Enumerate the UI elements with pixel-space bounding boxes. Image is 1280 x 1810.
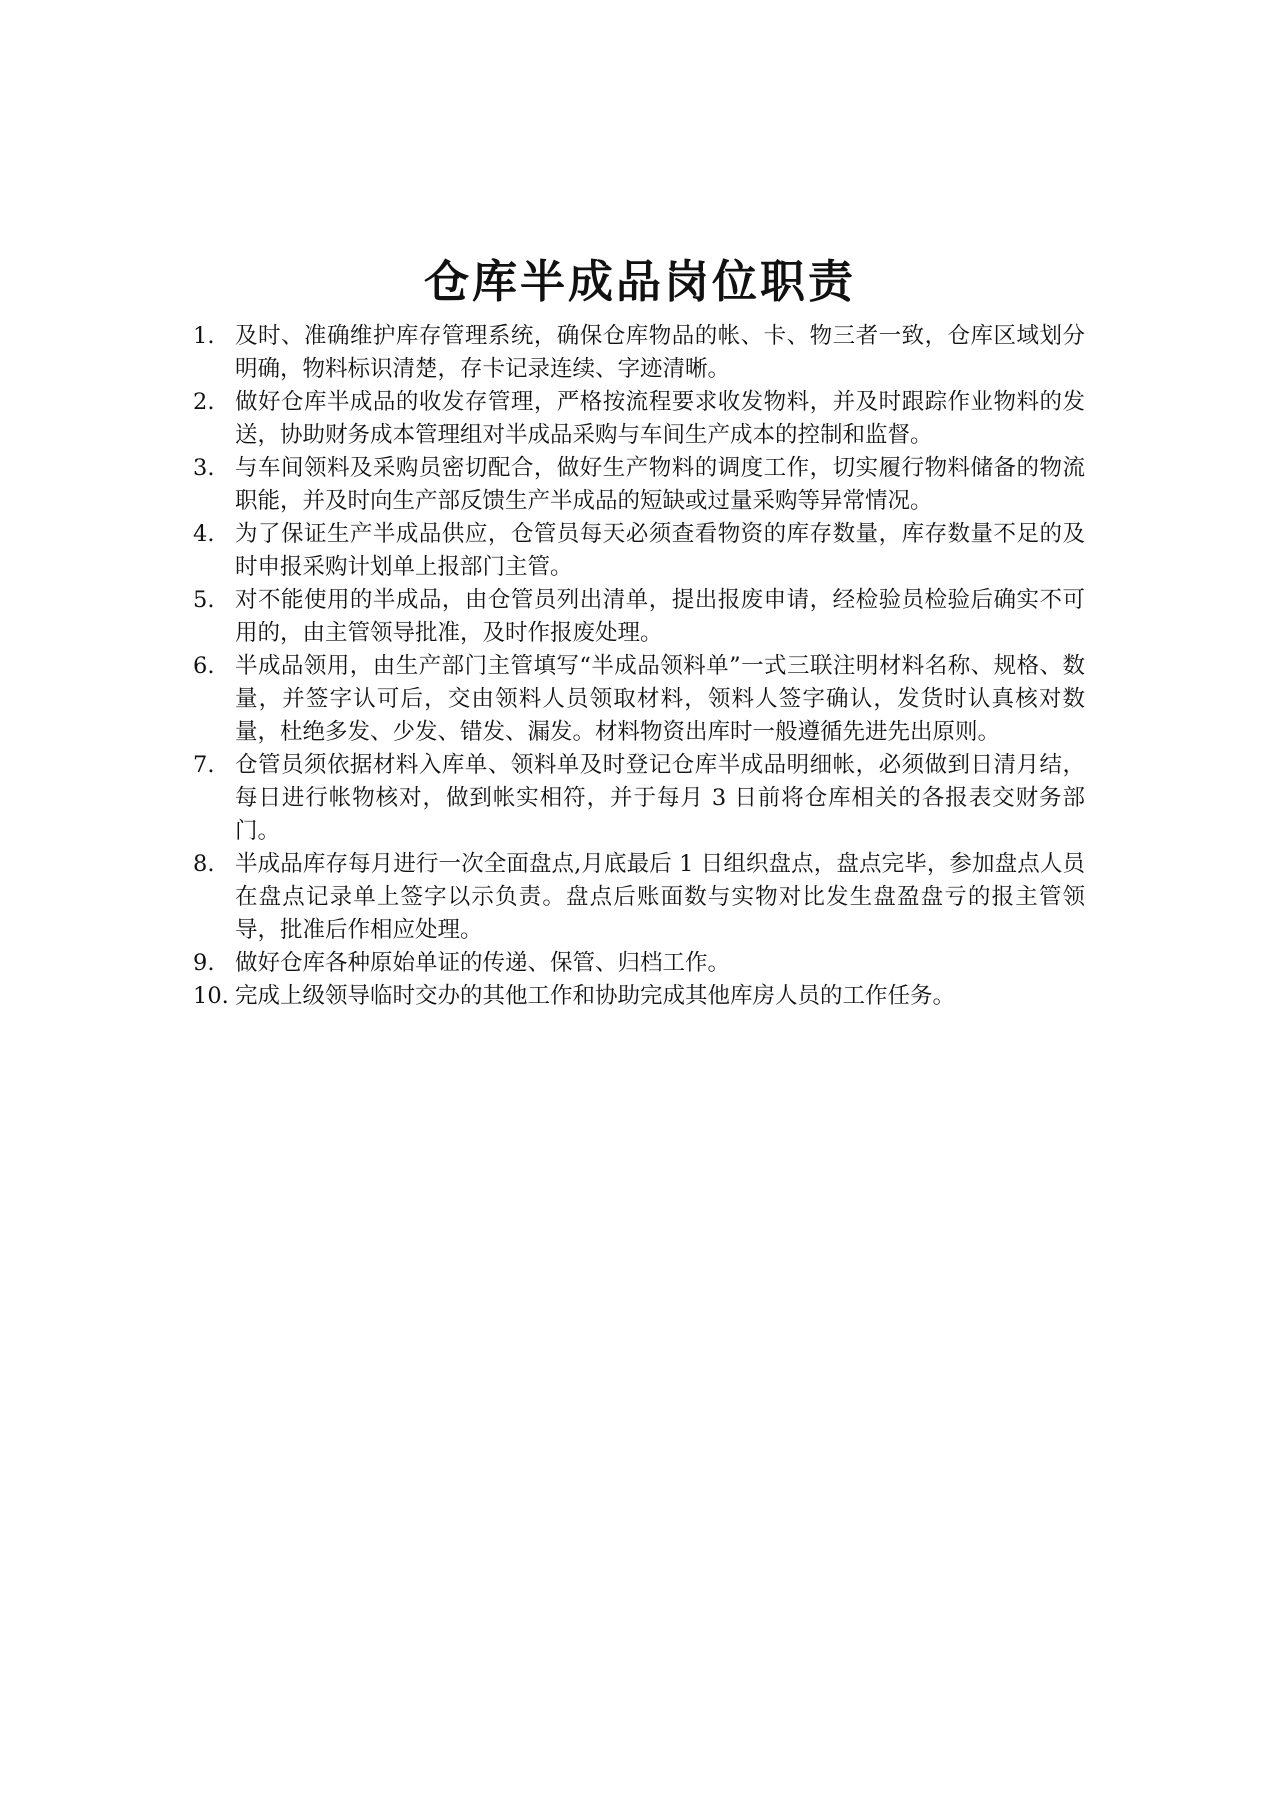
duty-item-10 — [193, 980, 1085, 1013]
duty-item-3 — [193, 452, 1085, 518]
item-number: 3. — [193, 455, 215, 481]
duty-item-2 — [193, 386, 1085, 452]
duty-item-7 — [193, 749, 1085, 848]
item-number: 9. — [193, 950, 215, 976]
item-text: 对不能使用的半成品，由仓管员列出清单，提出报废申请，经检验员检验后确实不可用的，由主管领导批准，及时作报废处理。 — [235, 587, 1085, 646]
duty-item-5 — [193, 584, 1085, 650]
item-text: 完成上级领导临时交办的其他工作和协助完成其他库房人员的工作任务。 — [235, 983, 956, 1009]
duty-item-8 — [193, 848, 1085, 947]
item-number: 2. — [193, 389, 215, 415]
item-text: 与车间领料及采购员密切配合，做好生产物料的调度工作，切实履行物料储备的物流职能，并及时向生产部反馈生产半成品的短缺或过量采购等异常情况。 — [235, 455, 1085, 514]
duty-item-4 — [193, 518, 1085, 584]
item-text: 半成品领用，由生产部门主管填写“半成品领料单”一式三联注明材料名称、规格、数量，并签字认可后，交由领料人员领取材料，领料人签字确认，发货时认真核对数量，杜绝多发、少发、错发、漏发。材料物资出库时一般遵循先进先出原则。 — [235, 653, 1085, 745]
item-text: 及时、准确维护库存管理系统，确保仓库物品的帐、卡、物三者一致，仓库区域划分明确，物料标识清楚，存卡记录连续、字迹清晰。 — [235, 323, 1085, 382]
item-number: 5. — [193, 587, 215, 613]
item-number: 7. — [193, 752, 215, 778]
item-text: 为了保证生产半成品供应，仓管员每天必须查看物资的库存数量，库存数量不足的及时申报采购计划单上报部门主管。 — [235, 521, 1085, 580]
duty-item-1 — [193, 320, 1085, 386]
duty-item-9 — [193, 947, 1085, 980]
item-number: 10. — [193, 983, 229, 1009]
item-text: 仓管员须依据材料入库单、领料单及时登记仓库半成品明细帐，必须做到日清月结，每日进行帐物核对，做到帐实相符，并于每月 3 日前将仓库相关的各报表交财务部门。 — [235, 752, 1085, 844]
item-text: 半成品库存每月进行一次全面盘点,月底最后 1 日组织盘点，盘点完毕，参加盘点人员在盘点记录单上签字以示负责。盘点后账面数与实物对比发生盘盈盘亏的报主管领导，批准后作相应处理。 — [235, 851, 1085, 943]
item-number: 1. — [193, 323, 215, 349]
duty-item-6 — [193, 650, 1085, 749]
duty-list — [193, 320, 1085, 1013]
item-text: 做好仓库半成品的收发存管理，严格按流程要求收发物料，并及时跟踪作业物料的发送，协助财务成本管理组对半成品采购与车间生产成本的控制和监督。 — [235, 389, 1085, 448]
item-number: 8. — [193, 851, 215, 877]
item-text: 做好仓库各种原始单证的传递、保管、归档工作。 — [235, 950, 731, 976]
item-number: 4. — [193, 521, 215, 547]
item-number: 6. — [193, 653, 215, 679]
document-title: 仓库半成品岗位职责 — [423, 255, 856, 308]
